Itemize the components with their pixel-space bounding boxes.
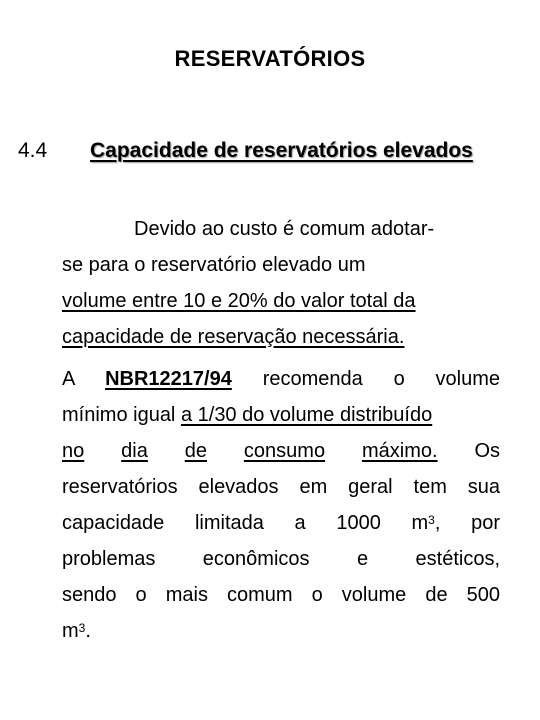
minimum-text: mínimo igual: [62, 404, 176, 426]
paragraph-1-line-4: [62, 319, 500, 355]
capacity-limit-text: capacidade limitada a 1000 m: [62, 512, 429, 534]
paragraph-2-line-2: [62, 397, 500, 433]
paragraph-1-line-1: Devido ao custo é comum adotar-: [134, 218, 435, 240]
word-de: de: [184, 440, 208, 462]
paragraph-2-line-3: [62, 433, 500, 469]
underlined-capacity-text: capacidade de reservação necessária.: [62, 326, 405, 348]
paragraph-1: [62, 211, 500, 355]
underlined-ratio-text: a 1/30 do volume distribuído: [180, 404, 433, 426]
norm-reference: NBR12217/94: [105, 368, 232, 390]
word-maximo: máximo.: [361, 440, 438, 462]
cubic-superscript: 3: [428, 513, 435, 527]
paragraph-2: [62, 361, 500, 649]
paragraph-2-line-8: [62, 613, 500, 649]
paragraph-2-line-7: sendo o mais comum o volume de 500: [62, 584, 500, 606]
paragraph-1-line-3: [62, 283, 500, 319]
paragraph-2-line-1: [62, 361, 500, 397]
intro-word: A: [62, 368, 75, 390]
recommend-text: recomenda o volume: [262, 368, 501, 390]
paragraph-2-line-5: [62, 505, 500, 541]
word-dia: dia: [121, 440, 148, 462]
unit-m: m: [62, 620, 79, 642]
cubic-superscript-2: 3: [78, 621, 86, 635]
section-heading: Capacidade de reservatórios elevados: [90, 139, 473, 162]
word-no: no: [62, 440, 85, 462]
capacity-tail: , por: [434, 512, 500, 534]
paragraph-1-line-2: se para o reservatório elevado um: [62, 254, 366, 276]
underlined-volume-range: volume entre 10 e 20% do valor total da: [62, 290, 416, 312]
word-consumo: consumo: [243, 440, 326, 462]
paragraph-2-line-6: problemas econômicos e estéticos,: [62, 548, 500, 570]
final-period: .: [85, 620, 91, 642]
page-title: RESERVATÓRIOS: [174, 46, 366, 71]
word-os: Os: [474, 440, 501, 462]
paragraph-2-line-4: reservatórios elevados em geral tem sua: [62, 476, 500, 498]
section-number: 4.4: [18, 139, 48, 162]
